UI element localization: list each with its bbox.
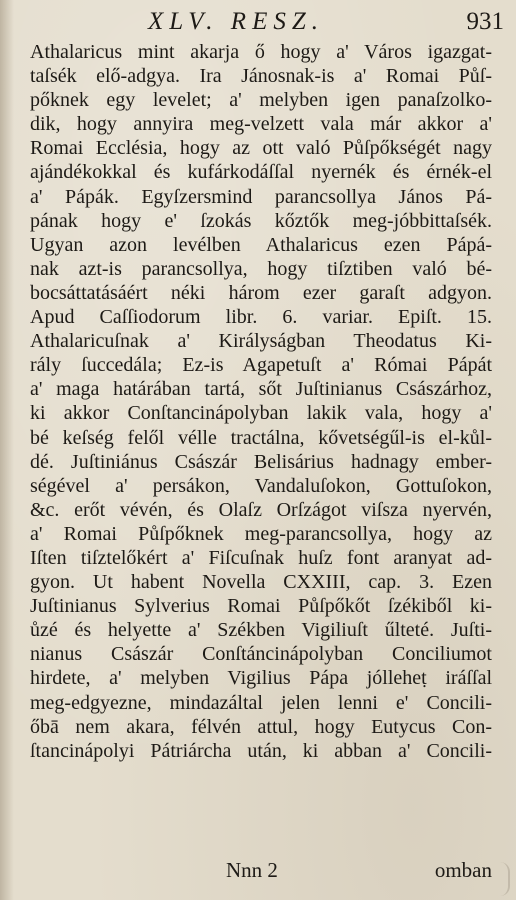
catchword: omban — [434, 858, 492, 882]
page-corner-curl — [488, 862, 510, 896]
text-line: őbā nem akara, félvén attul, hogy Eutycus Con- — [30, 715, 492, 738]
text-line: Romai Ecclésia, hogy az ott való Půſpőkségét nagy — [30, 137, 492, 160]
text-line: ki akkor Conſtancinápolyban lakik vala, hogy a' — [30, 402, 492, 425]
body-text — [30, 40, 492, 763]
text-line: ůzé és helyette a' Székben Vigiliuſt űlteté. Juſti- — [30, 619, 492, 642]
text-line: dé. Juſtiniánus Császár Belisárius hadnagy ember- — [30, 450, 492, 473]
text-line: Apud Caſſiodorum libr. 6. variar. Epiſt. 15. — [30, 306, 492, 329]
text-line: meg-edgyezne, mindazáltal jelen lenni e' Concili- — [30, 691, 492, 714]
running-head: XLV. RESZ. — [148, 8, 324, 35]
text-line: bocsáttatásáért néki három ezer garaſt adgyon. — [30, 281, 492, 304]
text-line: dik, hogy annyira meg-velzett vala már akkor a' — [30, 113, 492, 136]
text-line: Ugyan azon levélben Athalaricus ezen Pápá- — [30, 233, 492, 256]
text-line: rály ſuccedála; Ez-is Agapetuſt a' Római Pápát — [30, 354, 492, 377]
text-line: nianus Császár Conſtáncinápolyban Conciliumot — [30, 643, 492, 666]
text-line: ſtancinápolyi Pátriárcha után, ki abban a' Concili- — [30, 739, 492, 762]
text-line: &c. erőt vévén, és Olaſz Orſzágot viſsza nyervén, — [30, 498, 492, 521]
signature-mark: Nnn 2 — [226, 858, 278, 882]
text-line: bé keſség felől vélle tractálna, kővetségűl-is el-kůl- — [30, 426, 492, 449]
text-line: Athalaricuſnak a' Királyságban Theodatus Ki- — [30, 330, 492, 353]
text-line: hirdete, a' melyben Vigilius Pápa jólleheṭ iráſſal — [30, 667, 492, 690]
text-line: ségével a' persákon, Vandaluſokon, Gottuſokon, — [30, 474, 492, 497]
text-line: Juſtinianus Sylverius Romai Půſpőkőt ſzékiből ki- — [30, 595, 492, 618]
text-line: nak azt-is parancsollya, hogy tiſztiben való bé- — [30, 257, 492, 280]
page-header — [30, 8, 508, 38]
text-line: pőknek egy levelet; a' melyben igen panaſzolko- — [30, 89, 492, 112]
text-line: gyon. Ut habent Novella CXXIII, cap. 3. Ezen — [30, 571, 492, 594]
text-line: pának hogy e' ſzokás kőztők meg-jóbbittaſsék. — [30, 209, 492, 232]
page-footer — [30, 858, 492, 888]
text-line: ajándékokkal és kufárkodáſſal nyernék és érnék-el — [30, 161, 492, 184]
text-line: a' Pápák. Egyſzersmind parancsollya János Pá- — [30, 185, 492, 208]
text-line: Athalaricus mint akarja ő hogy a' Város igazgat- — [30, 41, 492, 63]
text-line: a' maga határában tartá, sőt Juſtinianus Császárhoz, — [30, 378, 492, 401]
text-line: Iſten tiſztelőkért a' Fiſcuſnak huſz font aranyat ad- — [30, 546, 492, 569]
text-line: taſsék elő-adgya. Ira Jánosnak-is a' Romai Půſ- — [30, 65, 492, 88]
page-gutter-shadow — [0, 0, 14, 900]
page-number: 931 — [466, 8, 504, 35]
text-line: a' Romai Půſpőknek meg-parancsollya, hogy az — [30, 522, 492, 545]
